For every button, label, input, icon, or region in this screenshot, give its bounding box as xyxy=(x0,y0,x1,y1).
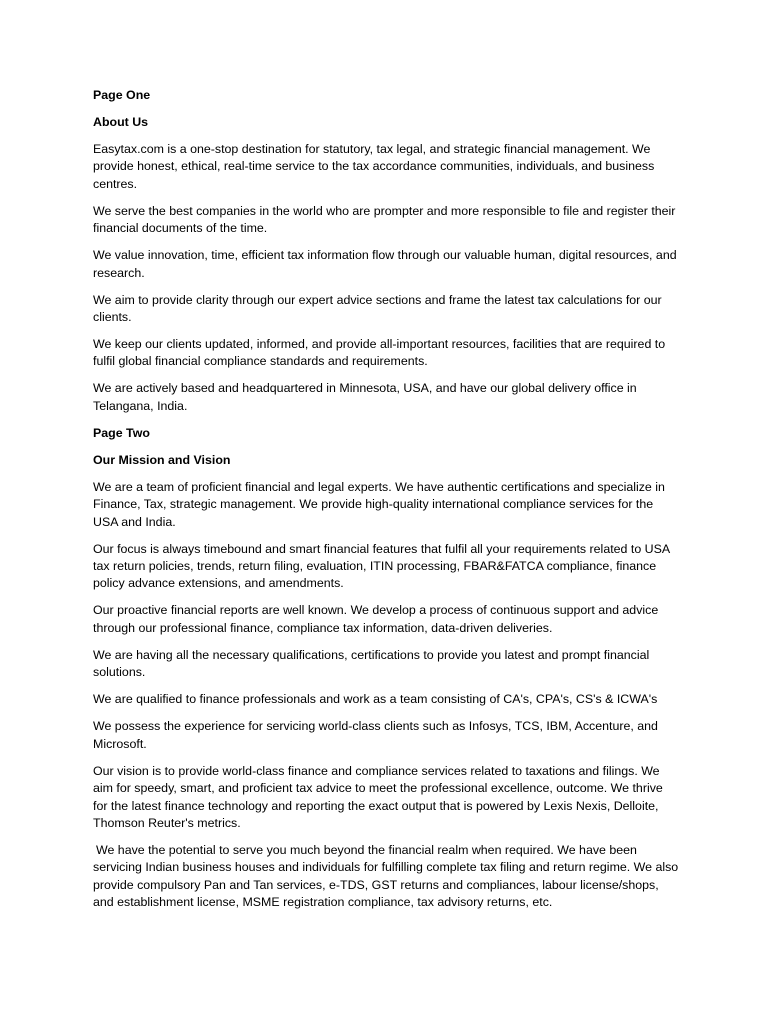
paragraph: We have the potential to serve you much beyond the financial realm when required. We have been servicing Indian business houses and individuals for fulfilling complete tax filing and return regime. We also provide compulsory Pan and Tan services, e-TDS, GST returns and compliances, labour license/shops, and establishment license, MSME registration compliance, tax advisory returns, etc. xyxy=(93,842,679,910)
paragraph: We serve the best companies in the world who are prompter and more responsible to file and register their financial documents of the time. xyxy=(93,203,676,236)
paragraph: Our vision is to provide world-class finance and compliance services related to taxations and filings. We aim for speedy, smart, and proficient tax advice to meet the professional excellence, outcome. We thrive for the latest finance technology and reporting the exact output that is powered by Lexis Nexis, Delloite, Thomson Reuter's metrics. xyxy=(93,763,663,830)
about-us-title: About Us xyxy=(93,115,149,129)
paragraph: We are a team of proficient financial and legal experts. We have authentic certifications and specialize in Finance, Tax, strategic management. We provide high-quality international compliance services for the USA and India. xyxy=(93,479,665,529)
mission-vision-title: Our Mission and Vision xyxy=(93,452,231,467)
page-two-heading: Page Two xyxy=(93,425,150,440)
paragraph: We are having all the necessary qualifications, certifications to provide you latest and prompt financial solutions. xyxy=(93,647,650,680)
document-page xyxy=(93,87,679,921)
paragraph: Our proactive financial reports are well known. We develop a process of continuous support and advice through our professional finance, compliance tax information, data-driven deliveries. xyxy=(93,603,659,635)
paragraph: We keep our clients updated, informed, and provide all-important resources, facilities that are required to fulfil global financial compliance standards and requirements. xyxy=(93,337,666,369)
page-one-heading: Page One xyxy=(93,88,151,102)
paragraph: We possess the experience for servicing world-class clients such as Infosys, TCS, IBM, Accenture, and Microsoft. xyxy=(93,719,658,751)
paragraph: We are qualified to finance professionals and work as a team consisting of CA's, CPA's, CS's & ICWA's xyxy=(93,692,658,707)
paragraph: Easytax.com is a one-stop destination for statutory, tax legal, and strategic financial management. We provide honest, ethical, real-time service to the tax accordance communities, individuals, and business centres. xyxy=(93,142,655,191)
paragraph: Our focus is always timebound and smart financial features that fulfil all your requirements related to USA tax return policies, trends, return filing, evaluation, ITIN processing, FBAR&FATCA compliance, finance policy advance extensions, and amendments. xyxy=(93,541,670,591)
paragraph: We value innovation, time, efficient tax information flow through our valuable human, digital resources, and research. xyxy=(93,248,677,280)
paragraph: We aim to provide clarity through our expert advice sections and frame the latest tax calculations for our clients. xyxy=(93,292,662,325)
paragraph: We are actively based and headquartered in Minnesota, USA, and have our global delivery office in Telangana, India. xyxy=(93,381,637,413)
